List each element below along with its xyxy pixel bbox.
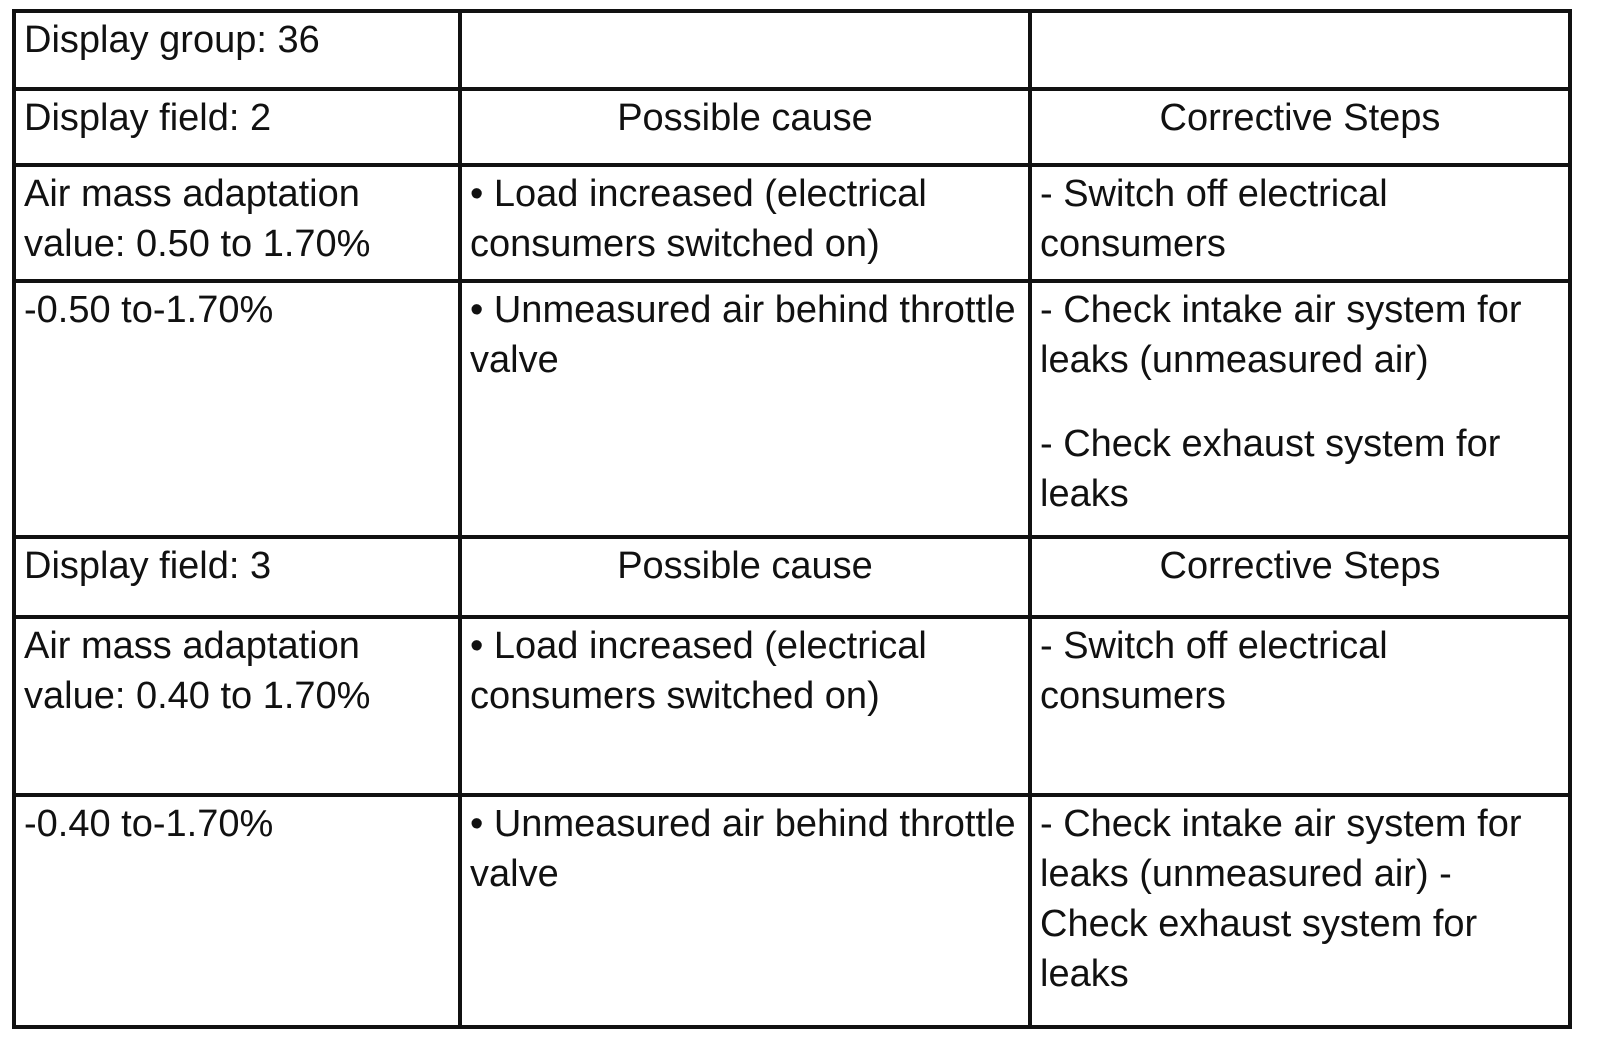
- table-row-display-group: [14, 11, 1570, 89]
- diagnostic-table: [12, 9, 1572, 1029]
- table-row: [14, 795, 1570, 1027]
- steps-cell: - Switch off electrical consumers: [1030, 617, 1570, 795]
- steps-cell: [1030, 281, 1570, 537]
- empty-cell: [1030, 11, 1570, 89]
- table-row: [14, 617, 1570, 795]
- table-header-row: [14, 537, 1570, 617]
- possible-cause-heading: Possible cause: [460, 89, 1030, 165]
- value-cell: -0.50 to-1.70%: [14, 281, 460, 537]
- possible-cause-heading: Possible cause: [460, 537, 1030, 617]
- steps-cell: - Check intake air system for leaks (unmeasured air) - Check exhaust system for leaks: [1030, 795, 1570, 1027]
- cause-cell: • Load increased (electrical consumers switched on): [460, 165, 1030, 281]
- table-row: [14, 165, 1570, 281]
- value-cell: Air mass adaptation value: 0.50 to 1.70%: [14, 165, 460, 281]
- table-header-row: [14, 89, 1570, 165]
- value-cell: Air mass adaptation value: 0.40 to 1.70%: [14, 617, 460, 795]
- display-field-cell: Display field: 2: [14, 89, 460, 165]
- step-paragraph: - Check exhaust system for leaks: [1040, 423, 1501, 515]
- display-group-cell: Display group: 36: [14, 11, 460, 89]
- table-row: [14, 281, 1570, 537]
- display-field-cell: Display field: 3: [14, 537, 460, 617]
- empty-cell: [460, 11, 1030, 89]
- steps-cell: - Switch off electrical consumers: [1030, 165, 1570, 281]
- corrective-steps-heading: Corrective Steps: [1030, 537, 1570, 617]
- cause-cell: • Load increased (electrical consumers switched on): [460, 617, 1030, 795]
- corrective-steps-heading: Corrective Steps: [1030, 89, 1570, 165]
- step-paragraph: - Check intake air system for leaks (unmeasured air): [1040, 289, 1522, 381]
- cause-cell: • Unmeasured air behind throttle valve: [460, 281, 1030, 537]
- cause-cell: • Unmeasured air behind throttle valve: [460, 795, 1030, 1027]
- value-cell: -0.40 to-1.70%: [14, 795, 460, 1027]
